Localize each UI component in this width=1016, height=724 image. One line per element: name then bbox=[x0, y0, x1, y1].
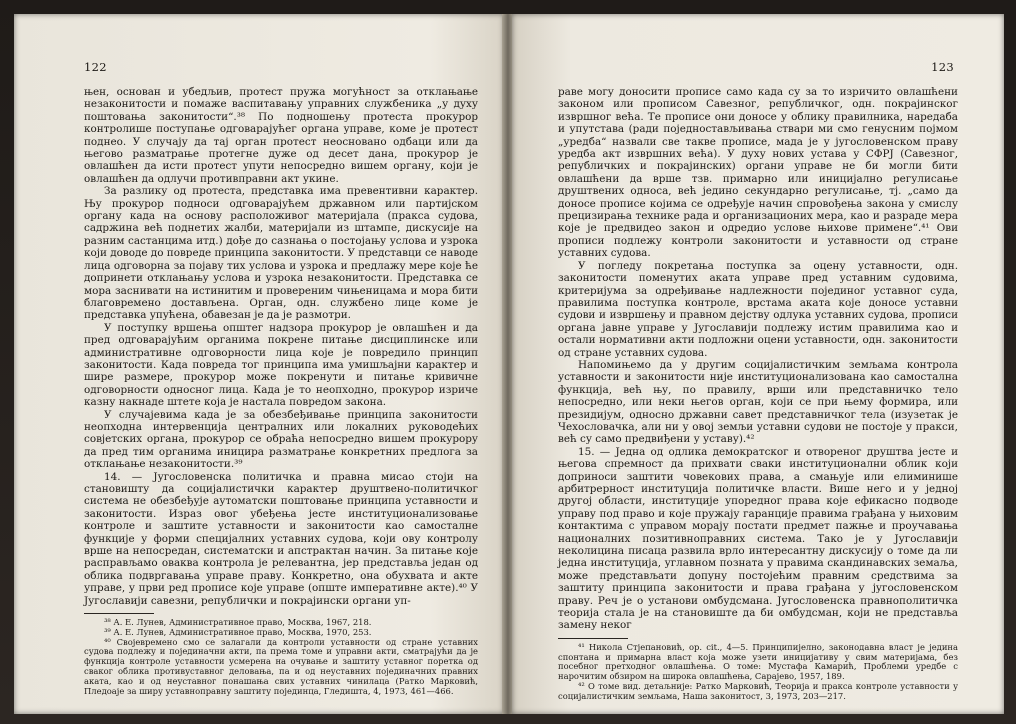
paragraph: 15. — Једна од одлика демократског и отвореног друштва јесте и његова спремност да прихвати сваки институционални облик који доприноси заштити човекових права, а смањује или елиминише арбитрерност институција политичке власти. Више него и у једној другој области, институције упоредног права које ефикасно подводе управу под право и које пружају гаранције правима грађана у њиховим контактима с управом морају постати предмет пажње и проучавања националних позитивноправних система. Тако је у Југославији неколицина писаца развила врло интересантну дискусију о томе да ли једна институција, углавном позната у правима скандинавских земаља, може представљати допуну постојећим правним средствима за заштиту принципа законитости и права грађана у југословенском праву. Реч је о установи омбудсмана. Југословенска правнополитичка теорија стала је на становиште да би омбудсман, који не представља замену неког bbox=[558, 445, 958, 632]
paragraph: У случајевима када је за обезбеђивање принципа законитости неопходна интервенција централних или локалних руководећих совјетских органа, прокурор се обраћа непосредно вишем прокурору да пред тим органима иницира разматрање конкретних предлога за отклањање незаконитости.³⁹ bbox=[84, 408, 478, 471]
right-page bbox=[512, 14, 1004, 714]
page-number-left: 122 bbox=[84, 60, 107, 74]
paragraph: У погледу покретања поступка за оцену уставности, одн. законитости поменутих аката управе пред уставним судовима, критеријума за одређивање надлежности појединог уставног суда, правилима поступка контроле, врстама аката које доносе уставни судови и извршењу и правном дејству одлука уставних судова, прописи органа јавне управе у Југославији подлежу истим правилима као и остали нормативни акти подложни оцени уставности, одн. законитости од стране уставних судова. bbox=[558, 259, 958, 359]
footnote: ³⁸ А. Е. Лунев, Административное право, Москва, 1967, 218. bbox=[104, 617, 372, 628]
paragraph: У поступку вршења општег надзора прокурор је овлашћен и да пред одговарајућим органима покрене питање дисциплинске или административне одговорности лица које је повредило принцип законитости. Када повреда тог принципа има умишљајни карактер и шире размере, прокурор може покренути и питање кривичне одговорности односног лица. Када је то неопходно, прокурор изриче казну накнаде штете која је настала повредом закона. bbox=[84, 321, 478, 409]
footnote: ³⁹ А. Е. Лунев, Административное право, Москва, 1970, 253. bbox=[104, 626, 372, 637]
footnote: ⁴¹ Никола Стјепановић, op. cit., 4—5. Принципијелно, законодавна власт је једина спонтана и примарна власт која може узети иницијативу у свим материјама, без посебног претходног овлашћења. О томе: Мустафа Камарић, Проблеми уредбе с нарочитим обзиром на широка овлашћења, Сарајево, 1957, 189. bbox=[558, 641, 958, 682]
footnote-divider bbox=[558, 638, 628, 639]
left-page bbox=[14, 14, 504, 714]
page-number-right: 123 bbox=[931, 60, 954, 74]
footnote: ⁴⁰ Својевремено смо се залагали да контроли уставности од стране уставних судова подлежу и појединачни акти, па према томе и управни акти, сматрајући да је функција контроле уставности усмерена на очување и заштиту уставног поретка од сваког облика противуставног деловања, па и од неуставних појединачних правних аката, као и од неуставног понашања свих уставних чинилаца (Ратко Марковић, Пледоаје за ширу уставноправну заштиту појединца, Гледишта, 4, 1973, 461—466. bbox=[84, 636, 478, 696]
paragraph: њен, основан и убедљив, протест пружа могућност за отклањање незаконитости и помаже васпитавању управних службеника „у духу поштовања законитости“.³⁸ По подношењу протеста прокурор контролише поступање одговарајућег органа управе, коме је протест поднео. У случају да тај орган протест неосновано одбаци или да његово разматрање протегне дуже од десет дана, прокурор је овлашћен да исти протест упути непосредно вишем органу, који је овлашћен да одлучи противправни акт укине. bbox=[84, 86, 478, 185]
footnote-divider bbox=[84, 613, 154, 614]
paragraph: За разлику од протеста, представка има превентивни карактер. Њу прокурор подноси одговарајућем државном или партијском органу када на основу расположивог материјала (пракса судова, садржина већ поднетих жалби, материјали из штампе, дискусије на разним састанцима итд.) дође до сазнања о постојању услова и узрока који доводе до повреде принципа законитости. У представци се наводе лица одговорна за појаву тих услова и узрока и предлажу мере које ће допринети отклањању услова и узрока незаконитости. Представка се мора заснивати на истинитим и провереним чињеницама и мора бити благовремено достављена. Орган, одн. службено лице коме је представка упућена, обавезан је да је размотри. bbox=[84, 185, 478, 322]
left-page-body bbox=[84, 86, 478, 696]
right-page-body bbox=[558, 86, 958, 702]
paragraph: раве могу доносити прописе само када су за то изричито овлашћени законом или прописом Савезног, републичког, одн. покрајинског извршног већа. Те прописе они доносе у облику правилника, наредаба и упутстава (ради поједностављивања ствари ми смо генусним појмом „уредба“ назвали све такве прописе, мада је у југословенском праву уредба акт извршних већа). У духу нових устава у СФРЈ (Савезног, републичких и покрајинских) органи управе не би могли бити овлашћени да врше тзв. примарно или иницијално регулисање друштвених односа, већ једино секундарно регулисање, тј. „само да доносе прописе којима се одређује начин спровођења закона у смислу прецизирања технике рада и организационих мера, као и разраде мера које је предвидео закон и одредио услове њихове примене“.⁴¹ Ови прописи подлежу контроли законитости и уставности од стране уставних судова. bbox=[558, 86, 958, 260]
paragraph: 14. — Југословенска политичка и правна мисао стоји на становишту да социјалистички карактер друштвено-политичког система не обезбеђује аутоматски поштовање принципа уставности и законитости. Израз овог убеђења јесте институционализовање контроле и заштите уставности и законитости као самосталне функције у форми специјалних уставних судова, који ову контролу врше на непосредан, систематски и апстрактан начин. За питање које расправљамо оваква контрола је релевантна, јер представља један од облика подвргавања управе праву. Конкретно, она обухвата и акте управе, у први ред прописе које управе (опште императивне акте).⁴⁰ У Југославији савезни, републички и покрајински органи уп- bbox=[84, 470, 478, 607]
footnote: ⁴² О томе вид. детаљније: Ратко Марковић, Теорија и пракса контроле уставности у социјалистичким земљама, Наша законитост, 3, 1973, 203—217. bbox=[558, 681, 958, 701]
paragraph: Напомињемо да у другим социјалистичким земљама контрола уставности и законитости није институционализована као самостална функција, већ њу, по правилу, врши или представничко тело непосредно, или неки његов орган, који се при њему формира, или президијум, односно државни савет представничког тела (изузетак је Чехословачка, али ни у овој земљи уставни судови не постоје у пракси, већ су само предвиђени у уставу).⁴² bbox=[558, 358, 958, 446]
